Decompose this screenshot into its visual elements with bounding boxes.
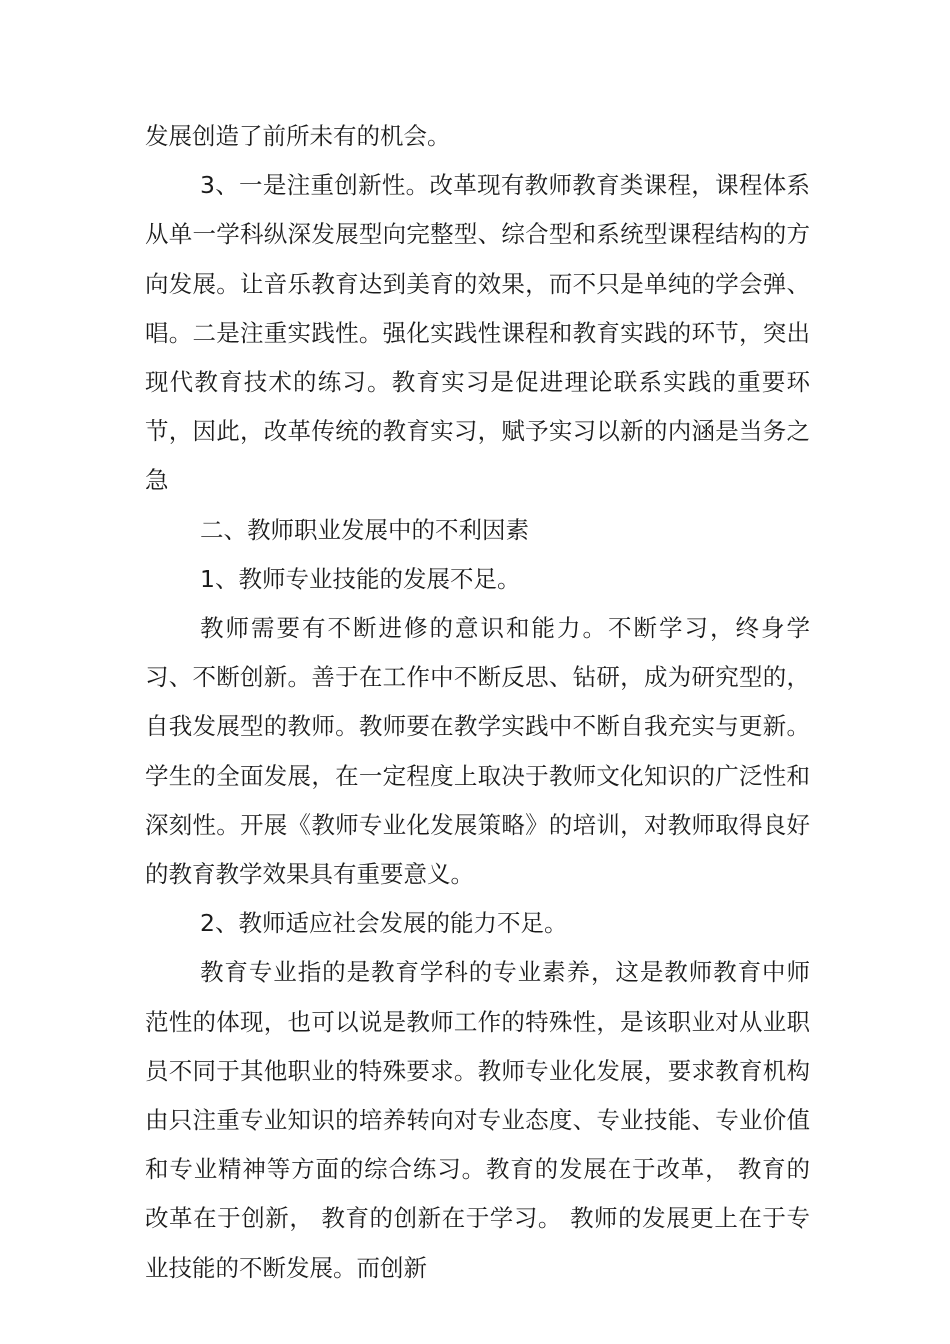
subheading-skills-insufficient: 1、教师专业技能的发展不足。 [200,564,521,593]
paragraph-continuous-learning: 教师需要有不断进修的意识和能力。不断学习，终身学习、不断创新。善于在工作中不断反思、钻研，成为研究型的，自我发展型的教师。教师要在教学实践中不断自我充实与更新。学生的全面发展，在一定程度上取决于教师文化知识的广泛性和深刻性。开展《教师专业化发展策略》的培训，对教师取得良好的教育教学效果具有重要意义。 [145,614,810,889]
paragraph-professional-literacy: 教育专业指的是教育学科的专业素养，这是教师教育中师范性的体现，也可以说是教师工作的特殊性，是该职业对从业职员不同于其他职业的特殊要求。教师专业化发展，要求教育机构由只注重专业知识的培养转向对专业态度、专业技能、专业价值和专业精神等方面的综合练习。教育的发展在于改革， 教育的改革在于创新， 教育的创新在于学习。 教师的发展更上在于专业技能的不断发展。而创新 [145,958,810,1282]
paragraph-continuation: 发展创造了前所未有的机会。 [145,122,451,150]
paragraph-innovation-practice: 3、一是注重创新性。改革现有教师教育类课程，课程体系从单一学科纵深发展型向完整型、综合型和系统型课程结构的方向发展。让音乐教育达到美育的效果，而不只是单纯的学会弹、唱。二是注重实践性。强化实践性课程和教育实践的环节，突出现代教育技术的练习。教育实习是促进理论联系实践的重要环节，因此，改革传统的教育实习，赋予实习以新的内涵是当务之急 [145,171,810,495]
subheading-social-adaptation: 2、教师适应社会发展的能力不足。 [200,909,568,938]
document-body [145,112,810,1293]
section-heading-unfavorable-factors: 二、教师职业发展中的不利因素 [200,515,529,544]
